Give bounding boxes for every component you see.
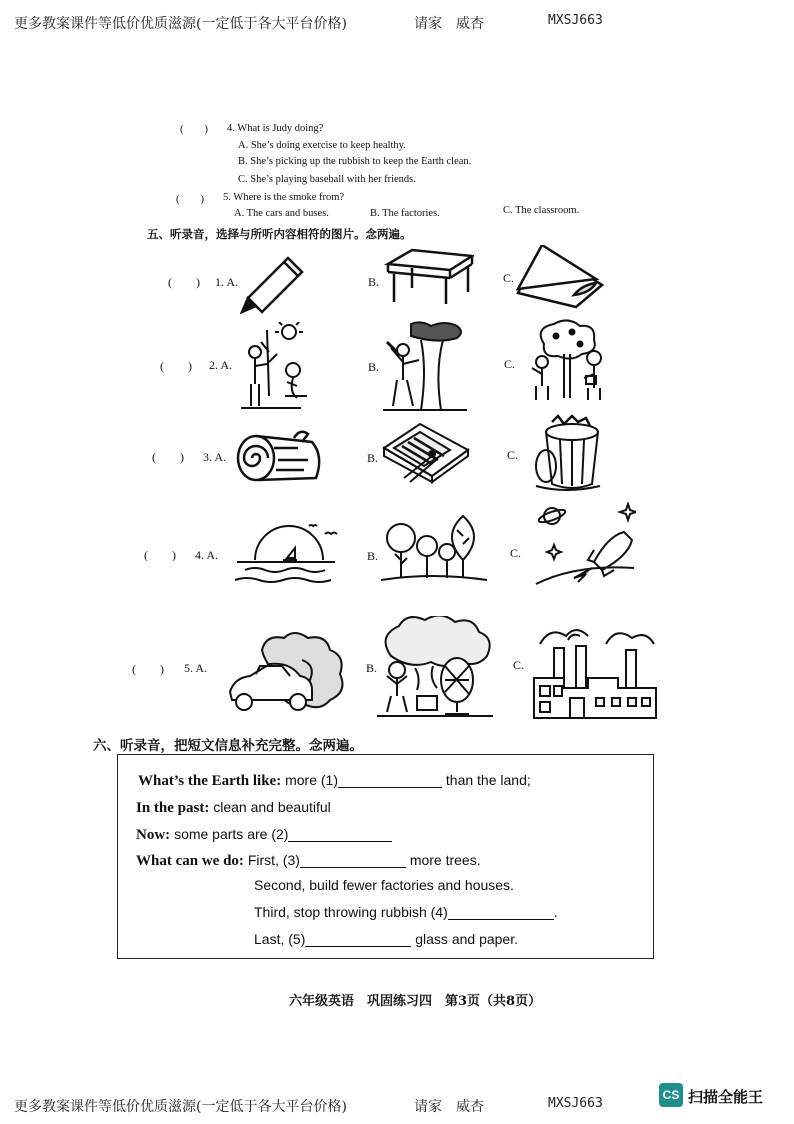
fill-line-7-before: Last, (5) xyxy=(254,931,306,947)
section-5-title: 五、听录音，选择与所听内容相符的图片。念两遍。 xyxy=(147,227,412,241)
app-name: 扫描全能王 xyxy=(688,1088,764,1106)
camscanner-logo-icon: CS xyxy=(659,1083,683,1107)
fill-line-1 xyxy=(138,772,531,790)
fill-line-6-after: . xyxy=(553,904,558,920)
row-2-bracket: ( ) xyxy=(160,359,192,373)
row-4-option-b: B. xyxy=(367,549,379,563)
row-1-label: 1. A. xyxy=(215,275,239,289)
row-4-option-c: C. xyxy=(510,546,522,560)
paper-picture xyxy=(516,245,604,309)
fill-line-4 xyxy=(136,852,481,870)
row-2-option-b: B. xyxy=(368,360,380,374)
row-1-bracket: ( ) xyxy=(168,275,200,289)
question-4-option-b: B. She’s picking up the rubbish to keep the Earth clean. xyxy=(238,156,472,167)
fill-line-3 xyxy=(136,826,392,844)
row-1-option-c: C. xyxy=(503,271,515,285)
table-picture xyxy=(384,248,474,306)
fill-line-2-before: clean and beautiful xyxy=(213,799,331,815)
planting-tree-picture xyxy=(239,322,321,412)
fill-line-4-key: What can we do: xyxy=(136,853,244,869)
fill-line-4-after: more trees. xyxy=(409,852,481,868)
log-picture xyxy=(234,424,326,486)
fill-line-4-before: First, (3) xyxy=(247,852,300,868)
forest-picture xyxy=(379,512,489,586)
blank-4[interactable] xyxy=(448,905,554,920)
fill-line-2 xyxy=(136,799,331,817)
header-notice: 更多教案课件等低价优质滋源(一定低于各大平台价格) xyxy=(14,16,347,32)
fill-line-3-before: some parts are (2) xyxy=(174,826,289,842)
question-5-text: 5. Where is the smoke from? xyxy=(223,192,345,203)
sunset-sea-picture xyxy=(231,518,341,590)
bottom-contact: 请家 威杏 xyxy=(414,1099,484,1115)
fill-line-1-after: than the land; xyxy=(445,772,531,788)
blank-2[interactable] xyxy=(288,827,392,842)
row-4-bracket: ( ) xyxy=(144,548,176,562)
fill-line-7 xyxy=(254,931,518,947)
section-6-title: 六、听录音，把短文信息补充完整。念两遍。 xyxy=(93,738,363,754)
row-5-option-b: B. xyxy=(366,661,378,675)
fill-line-5 xyxy=(254,877,514,893)
pencil-picture xyxy=(240,250,312,316)
cutting-tree-picture xyxy=(381,320,469,412)
row-3-option-b: B. xyxy=(367,451,379,465)
question-5-option-b: B. The factories. xyxy=(370,208,440,219)
question-4-option-c: C. She’s playing baseball with her friends. xyxy=(238,174,416,185)
row-5-label: 5. A. xyxy=(184,661,208,675)
blank-5[interactable] xyxy=(305,932,411,947)
fill-line-6 xyxy=(254,904,558,920)
fill-line-3-key: Now: xyxy=(136,827,171,843)
question-4-option-a: A. She’s doing exercise to keep healthy. xyxy=(238,140,406,151)
header-contact: 请家 威杏 xyxy=(414,16,484,32)
fill-line-5-before: Second, build fewer factories and houses. xyxy=(254,877,514,893)
bottom-notice: 更多教案课件等低价优质滋源(一定低于各大平台价格) xyxy=(14,1099,347,1115)
space-rocket-picture xyxy=(534,502,636,586)
fill-line-2-key: In the past: xyxy=(136,800,210,816)
fill-line-1-key: What’s the Earth like: xyxy=(138,773,282,789)
row-2-option-c: C. xyxy=(504,357,516,371)
row-5-option-c: C. xyxy=(513,658,525,672)
blank-3[interactable] xyxy=(300,853,406,868)
row-1-option-b: B. xyxy=(368,275,380,289)
fill-in-box xyxy=(117,754,654,959)
factory-picture xyxy=(532,624,658,720)
question-5-option-c: C. The classroom. xyxy=(503,205,580,216)
question-4-text: 4. What is Judy doing? xyxy=(227,123,324,134)
row-4-label: 4. A. xyxy=(195,548,219,562)
row-3-option-c: C. xyxy=(507,448,519,462)
fill-line-7-after: glass and paper. xyxy=(415,931,518,947)
bottom-code: MXSJ663 xyxy=(548,1096,603,1111)
blank-1[interactable] xyxy=(338,773,442,788)
fill-line-1-before: more (1) xyxy=(285,772,338,788)
car-smoke-picture xyxy=(222,630,352,716)
row-3-label: 3. A. xyxy=(203,450,227,464)
picking-apples-picture xyxy=(526,318,610,404)
matches-picture xyxy=(380,420,472,484)
trash-can-picture xyxy=(532,414,604,494)
fill-line-6-before: Third, stop throwing rubbish (4) xyxy=(254,904,448,920)
question-5-bracket: ( ) xyxy=(176,194,204,205)
page-info: 六年级英语 巩固练习四 第3页（共8页） xyxy=(289,994,542,1009)
row-5-bracket: ( ) xyxy=(132,662,164,676)
burning-rubbish-picture xyxy=(375,616,495,720)
row-3-bracket: ( ) xyxy=(152,450,184,464)
question-5-option-a: A. The cars and buses. xyxy=(234,208,329,219)
header-code: MXSJ663 xyxy=(548,13,603,28)
row-2-label: 2. A. xyxy=(209,358,233,372)
question-4-bracket: ( ) xyxy=(180,124,208,135)
